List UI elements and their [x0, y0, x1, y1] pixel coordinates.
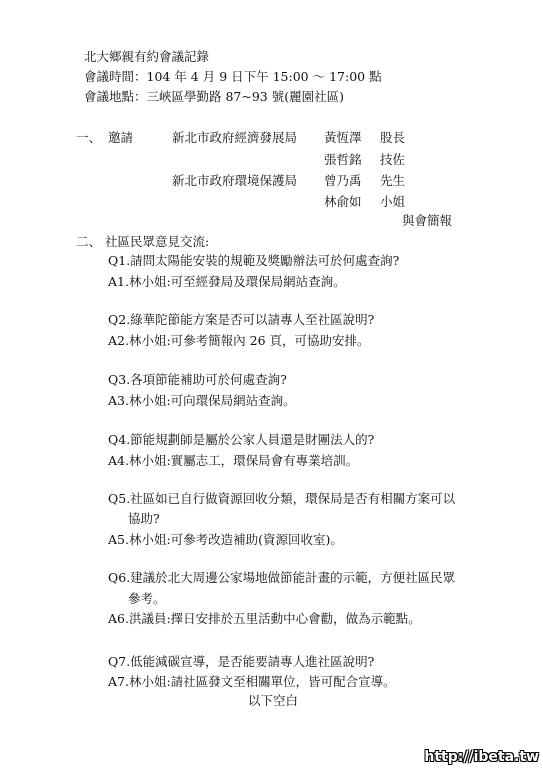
attendee-name: 黃恆澤 — [324, 130, 362, 145]
answer-line: A5.林小姐:可參考改造補助(資源回收室)。 — [108, 532, 343, 547]
end-note: 以下空白 — [248, 693, 299, 708]
meeting-time: 會議時間：104 年 4 月 9 日下午 15:00 ～ 17:00 點 — [84, 69, 382, 84]
question-line: 參考。 — [128, 591, 166, 606]
org-name: 新北市政府經濟發展局 — [172, 130, 298, 145]
question-line: Q4.節能規劃師是屬於公家人員還是財團法人的? — [108, 432, 375, 447]
attendee-title: 技佐 — [380, 152, 406, 167]
watermark: http://ibeta.tw — [424, 749, 539, 765]
section2-heading: 二、 社區民眾意見交流: — [76, 234, 210, 249]
question-line: Q1.請問太陽能安裝的規範及獎勵辦法可於何處查詢? — [108, 253, 400, 268]
question-line: Q2.綠華陀節能方案是否可以請專人至社區說明? — [108, 312, 375, 327]
section1-number: 一、 — [76, 130, 102, 145]
attendee-name: 曾乃禹 — [324, 173, 362, 188]
answer-line: A7.林小姐:請社區發文至相關單位，皆可配合宣導。 — [108, 674, 396, 689]
question-line: Q5.社區如已自行做資源回收分類，環保局是否有相關方案可以 — [108, 491, 456, 506]
attendee-name: 張哲銘 — [324, 152, 362, 167]
attendee-title: 先生 — [380, 173, 406, 188]
answer-line: A6.洪議員:擇日安排於五里活動中心會勸，做為示範點。 — [108, 611, 421, 626]
section1-heading: 邀請 — [108, 130, 134, 145]
question-line: Q7.低能減碳宣導，是否能要請專人進社區說明? — [108, 654, 375, 669]
question-line: 協助? — [128, 511, 160, 526]
attendee-title: 小姐 — [380, 194, 406, 209]
document-title: 北大鄉親有約會議記錄 — [84, 49, 210, 64]
attendee-name: 林俞如 — [324, 194, 362, 209]
attendee-title: 股長 — [380, 130, 406, 145]
question-line: Q3.各項節能補助可於何處查詢? — [108, 372, 287, 387]
answer-line: A3.林小姐:可向環保局網站查詢。 — [108, 393, 296, 408]
answer-line: A1.林小姐:可至經發局及環保局網站查詢。 — [108, 274, 346, 289]
attendance-note: 與會簡報 — [402, 213, 453, 228]
question-line: Q6.建議於北大周邊公家場地做節能計畫的示範，方便社區民眾 — [108, 570, 456, 585]
org-name: 新北市政府環境保護局 — [172, 173, 298, 188]
answer-line: A4.林小姐:實屬志工，環保局會有專業培訓。 — [108, 453, 359, 468]
meeting-place: 會議地點：三峽區學勤路 87~93 號(麗園社區) — [84, 89, 344, 104]
answer-line: A2.林小姐:可參考簡報內 26 頁，可協助安排。 — [108, 333, 370, 348]
